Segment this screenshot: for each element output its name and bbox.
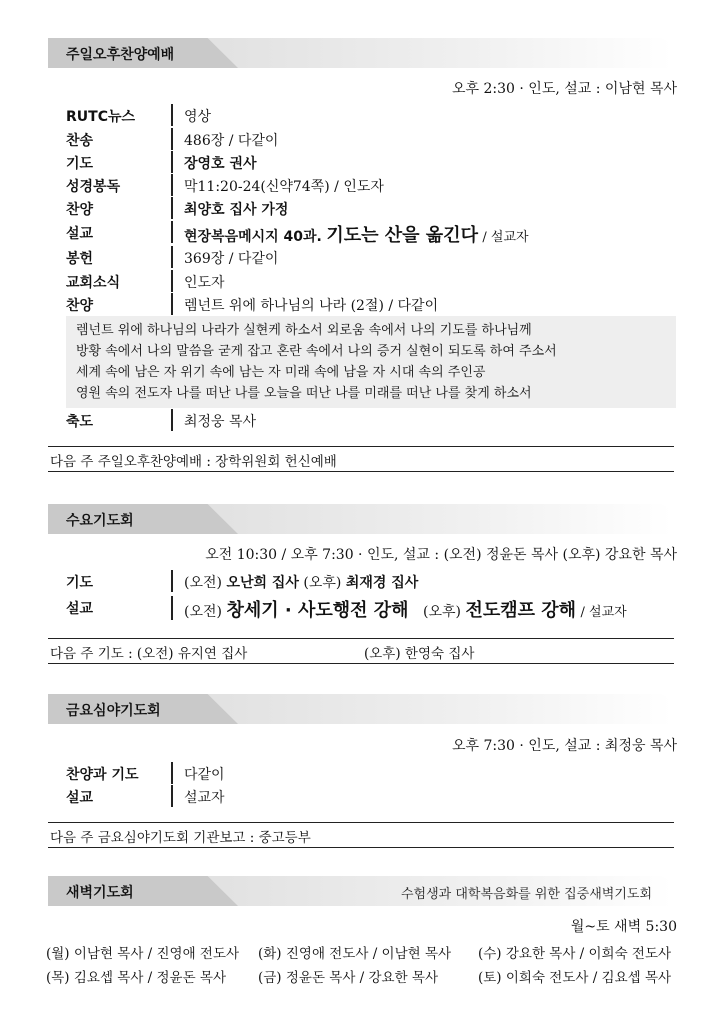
- divider: [171, 596, 173, 620]
- divider: [171, 197, 173, 219]
- section-subtitle: 수험생과 대학복음화를 위한 집중새벽기도회: [401, 887, 652, 902]
- row-label: RUTC뉴스: [66, 109, 136, 125]
- divider: [171, 128, 173, 150]
- sermon-title: 기도는 산을 옮긴다: [326, 225, 478, 246]
- dawn-day-entry: (월) 이남현 목사 / 진영애 전도사: [46, 946, 240, 962]
- pm-tag: (오후): [423, 604, 462, 620]
- section-title: 주일오후찬양예배: [66, 47, 175, 63]
- row-label: 성경봉독: [66, 179, 121, 195]
- row-value: 최정웅 목사: [184, 414, 257, 430]
- divider: [171, 570, 173, 592]
- next-week-text: 다음 주 주일오후찬양예배 : 장학위원회 헌신예배: [50, 454, 337, 470]
- am-name: 오난희 집사: [226, 575, 299, 591]
- row-label: 기도: [66, 156, 94, 172]
- row-label: 축도: [66, 414, 94, 430]
- wednesday-section-header: [48, 504, 672, 534]
- row-label: 봉헌: [66, 251, 94, 267]
- program-row: [66, 293, 676, 315]
- section-title: 새벽기도회: [66, 885, 134, 901]
- row-label: 설교: [66, 601, 94, 617]
- divider: [171, 270, 173, 292]
- sunday-info: 오후 2:30 · 인도, 설교 : 이남현 목사: [452, 81, 677, 97]
- program-row: [66, 151, 676, 173]
- sermon-series: 현장복음메시지 40과.: [184, 229, 322, 245]
- section-title: 수요기도회: [66, 513, 134, 529]
- pm-tag: (오후): [303, 575, 342, 591]
- dawn-day-entry: (목) 김요셉 목사 / 정윤돈 목사: [46, 970, 226, 986]
- next-week-pm: (오후) 한영숙 집사: [364, 646, 475, 662]
- sunday-section-header: [48, 38, 672, 68]
- sermon-value: [184, 596, 627, 622]
- row-value: 인도자: [184, 275, 225, 291]
- divider: [171, 246, 173, 268]
- row-value: 막11:20-24(신약74쪽) / 인도자: [184, 179, 384, 195]
- am-tag: (오전): [184, 575, 222, 591]
- row-label: 찬양: [66, 298, 94, 314]
- program-row: [66, 246, 676, 268]
- friday-info: 오후 7:30 · 인도, 설교 : 최정웅 목사: [452, 738, 677, 754]
- dawn-day-entry: (화) 진영애 전도사 / 이남현 목사: [258, 946, 452, 962]
- program-row: [66, 197, 676, 219]
- prayer-value: [184, 572, 418, 592]
- program-row: [66, 270, 676, 292]
- divider: [171, 151, 173, 173]
- sermon-suffix: / 설교자: [580, 605, 627, 620]
- divider: [171, 104, 173, 126]
- row-value: 렘넌트 위에 하나님의 나라 (2절) / 다같이: [184, 298, 439, 314]
- song-lyrics: [66, 316, 676, 408]
- lyric-line: 렘넌트 위에 하나님의 나라가 실현케 하소서 외로움 속에서 나의 기도를 하나님께: [76, 323, 532, 338]
- lyric-line: 영원 속의 전도자 나를 떠난 나를 오늘을 떠난 나를 미래를 떠난 나를 찾게 하소서: [76, 386, 532, 401]
- program-row: [66, 409, 676, 431]
- row-label: 설교: [66, 226, 94, 242]
- row-value: 최양호 집사 가정: [184, 202, 289, 218]
- divider: [171, 785, 173, 807]
- program-row: [66, 785, 676, 807]
- program-row: [66, 762, 676, 784]
- sermon-suffix: / 설교자: [482, 230, 529, 245]
- section-title: 금요심야기도회: [66, 703, 161, 719]
- next-week-notice: [48, 822, 674, 848]
- row-label: 교회소식: [66, 275, 121, 291]
- program-row: [66, 128, 676, 150]
- row-value: 설교자: [184, 790, 225, 806]
- divider: [171, 409, 173, 431]
- lyric-line: 방황 속에서 나의 말씀을 굳게 잡고 혼란 속에서 나의 증거 실현이 되도록 하여 주소서: [76, 344, 557, 359]
- pm-sermon-title: 전도캠프 강해: [465, 600, 577, 621]
- divider: [171, 221, 173, 243]
- next-week-text: 다음 주 금요심야기도회 기관보고 : 중고등부: [50, 830, 311, 846]
- program-row: [66, 174, 676, 196]
- row-value: 장영호 권사: [184, 156, 257, 172]
- next-week-notice: [48, 638, 674, 664]
- program-row: [66, 104, 676, 126]
- row-value: 다같이: [184, 767, 225, 783]
- sermon-value: [184, 221, 529, 247]
- row-label: 찬송: [66, 133, 94, 149]
- wednesday-info: 오전 10:30 / 오후 7:30 · 인도, 설교 : (오전) 정윤돈 목사 (오후) 강요한 목사: [205, 547, 677, 563]
- program-row: [66, 570, 676, 592]
- row-label: 찬양: [66, 202, 94, 218]
- row-label: 찬양과 기도: [66, 767, 139, 783]
- friday-section-header: [48, 694, 672, 724]
- dawn-day-entry: (금) 정윤돈 목사 / 강요한 목사: [258, 970, 438, 986]
- next-week-notice: [48, 446, 674, 472]
- pm-name: 최재경 집사: [345, 575, 419, 591]
- am-sermon-title: 창세기 · 사도행전 강해: [226, 600, 409, 621]
- program-row: [66, 596, 676, 620]
- am-tag: (오전): [184, 604, 222, 620]
- row-label: 설교: [66, 790, 94, 806]
- lyric-line: 세계 속에 남은 자 위기 속에 남는 자 미래 속에 남을 자 시대 속의 주인공: [76, 365, 486, 380]
- row-value: 486장 / 다같이: [184, 133, 279, 149]
- row-value: 영상: [184, 109, 212, 125]
- next-week-am: 다음 주 기도 : (오전) 유지연 집사: [50, 646, 248, 662]
- dawn-day-entry: (토) 이희숙 전도사 / 김요셉 목사: [478, 970, 672, 986]
- divider: [171, 762, 173, 784]
- dawn-time: 월~토 새벽 5:30: [570, 919, 677, 935]
- program-row: [66, 221, 676, 246]
- row-value: 369장 / 다같이: [184, 251, 279, 267]
- divider: [171, 174, 173, 196]
- row-label: 기도: [66, 575, 94, 591]
- divider: [171, 293, 173, 315]
- dawn-day-entry: (수) 강요한 목사 / 이희숙 전도사: [478, 946, 672, 962]
- dawn-section-header: [48, 876, 672, 906]
